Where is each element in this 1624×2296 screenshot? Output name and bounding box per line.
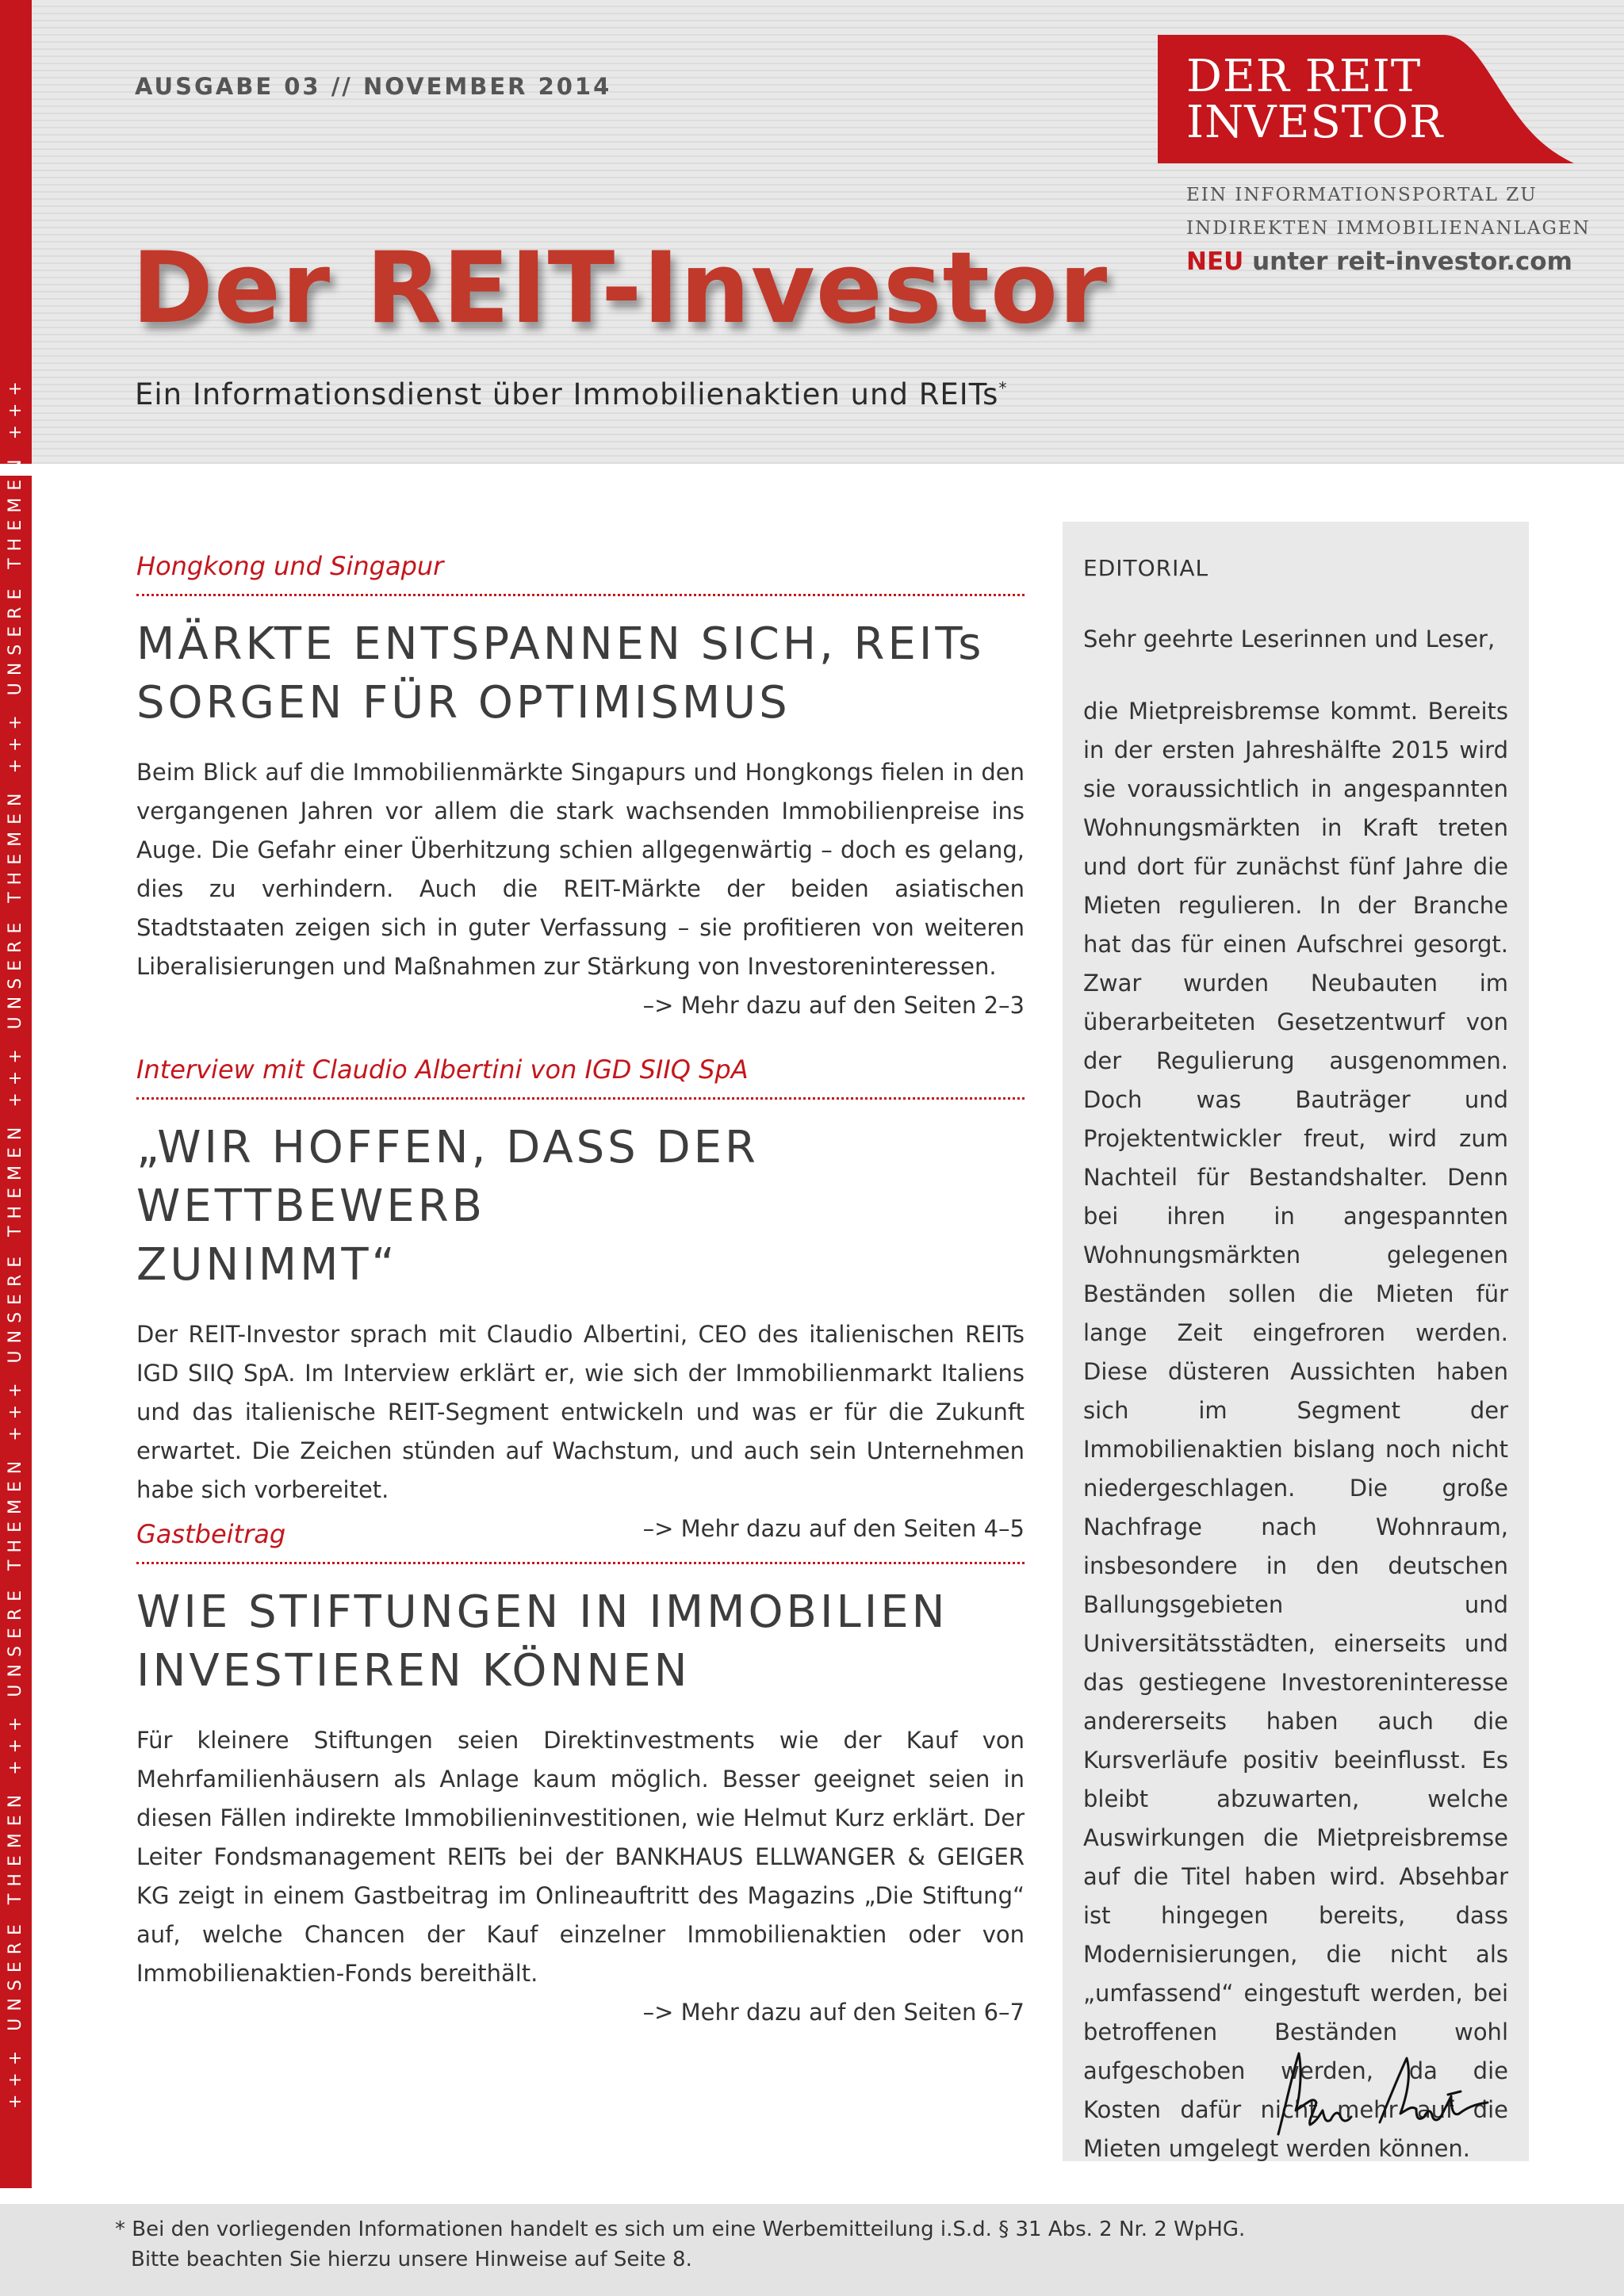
editorial-label: EDITORIAL (1083, 555, 1209, 581)
masthead (0, 0, 1624, 464)
logo-tagline (1186, 178, 1614, 245)
new-badge: NEU (1186, 247, 1244, 276)
article-headline (136, 1583, 1025, 1701)
issue-label: AUSGABE 03 // NOVEMBER 2014 (135, 73, 612, 100)
article-more-link[interactable]: –> Mehr dazu auf den Seiten 4–5 (642, 1515, 1025, 1542)
subtitle-footnote-mark: * (998, 378, 1008, 398)
article-gastbeitrag (136, 1519, 1025, 2032)
logo-tagline-line-2: INDIREKTEN IMMOBILIENANLAGEN (1186, 218, 1591, 239)
article-headline-line-2: ZUNIMMT“ (136, 1239, 398, 1291)
page-title: Der REIT-Investor (132, 232, 1109, 346)
footnote-line-2: Bitte beachten Sie hierzu unsere Hinweise auf Seite 8. (131, 2248, 692, 2271)
article-headline-line-1: „WIR HOFFEN, DASS DER WETTBEWERB (136, 1122, 759, 1232)
article-headline-line-1: MÄRKTE ENTSPANNEN SICH, REITs (136, 618, 985, 670)
article-more-link[interactable]: –> Mehr dazu auf den Seiten 2–3 (642, 992, 1025, 1019)
website-link-text: unter reit-investor.com (1243, 247, 1572, 276)
logo-line-1: DER REIT (1186, 51, 1422, 102)
article-body: Der REIT-Investor sprach mit Claudio Albertini, CEO des italienischen REITs IGD SIIQ SpA. Im Interview erklärt er, wie sich der Immobilienmarkt Italiens und das italienische REIT-Segment entwickeln und was er für die Zukunft erwartet. Die Zeichen stünden auf Wachstum, und auch sein Unternehmen habe sich vorbereitet. (136, 1321, 1025, 1503)
article-headline-line-1: WIE STIFTUNGEN IN IMMOBILIEN (136, 1586, 948, 1638)
editorial-body: die Mietpreisbremse kommt. Bereits in der ersten Jahreshälfte 2015 wird sie voraussichtlich in angespannten Wohnungsmärkten in Kraft treten und dort für zunächst fünf Jahre die Mieten regulieren. In der Branche hat das für einen Aufschrei gesorgt. Zwar wurden Neubauten im überarbeiteten Gesetzentwurf von der Regulierung ausgenommen. Doch was Bauträger und Projektentwickler freut, wird zum Nachteil für Bestandshalter. Denn bei ihren in angespannten Wohnungsmärkten gelegenen Beständen sollen die Mieten für lange Zeit eingefroren werden. Diese düsteren Aussichten haben sich im Segment der Immobilienaktien bislang noch nicht niedergeschlagen. Die große Nachfrage nach Wohnraum, insbesondere in den deutschen Ballungsgebieten und Universitätsstädten, einerseits und das gestiegene Investoreninteresse andererseits haben auch die Kursverläufe positiv beeinflusst. Es bleibt abzuwarten, welche Auswirkungen die Mietpreisbremse auf die Titel haben wird. Absehbar ist hingegen bereits, dass Modernisierungen, die nicht als „umfassend“ eingestuft werden, bei betroffenen Beständen wohl aufgeschoben werden, da die Kosten dafür nicht mehr auf die Mieten umgelegt werden können. (1083, 698, 1508, 2162)
article-kicker: Hongkong und Singapur (136, 551, 1025, 596)
article-kicker: Interview mit Claudio Albertini von IGD SIIQ SpA (136, 1054, 1025, 1100)
article-body: Beim Blick auf die Immobilienmärkte Singapurs und Hongkongs fielen in den vergangenen Jahren vor allem die stark wachsenden Immobilienpreise ins Auge. Die Gefahr einer Überhitzung schien allgegenwärtig – doch es gelang, dies zu verhindern. Auch die REIT-Märkte der beiden asiatischen Stadtstaaten zeigen sich in guter Verfassung – sie profitieren von weiteren Liberalisierungen und Maßnahmen zur Stärkung von Investoreninteressen. (136, 759, 1025, 980)
article-interview-albertini (136, 1054, 1025, 1548)
editorial-greeting: Sehr geehrte Leserinnen und Leser, (1083, 626, 1496, 652)
article-more-link[interactable]: –> Mehr dazu auf den Seiten 6–7 (642, 1999, 1025, 2026)
article-hongkong-singapur (136, 551, 1025, 1025)
article-headline (136, 1119, 1025, 1295)
reit-investor-logo (1158, 35, 1574, 163)
article-headline-line-2: INVESTIEREN KÖNNEN (136, 1645, 691, 1697)
topics-side-strip-text: +++ UNSERE THEMEN +++ UNSERE THEMEN +++ UNSERE THEMEN +++ UNSERE THEMEN +++ UNSERE THEMEN +++ (6, 374, 25, 2109)
footnote (115, 2214, 1245, 2275)
footnote-line-1: * Bei den vorliegenden Informationen handelt es sich um eine Werbemitteilung i.S.d. § 31 Abs. 2 Nr. 2 WpHG. (115, 2218, 1246, 2241)
article-kicker: Gastbeitrag (136, 1519, 1025, 1564)
signature-image (1261, 2047, 1499, 2142)
logo-line-2: INVESTOR (1186, 97, 1444, 148)
article-body: Für kleinere Stiftungen seien Direktinvestments wie der Kauf von Mehrfamilienhäusern als Anlage kaum möglich. Besser geeignet seien in diesen Fällen indirekte Immobilieninvestitionen, wie Helmut Kurz erklärt. Der Leiter Fondsmanagement REITs bei der BANKHAUS ELLWANGER & GEIGER KG zeigt in einem Gastbeitrag im Onlineauftritt des Magazins „Die Stiftung“ auf, welche Chancen der Kauf einzelner Immobilienaktien oder von Immobilienaktien-Fonds bereithält. (136, 1727, 1025, 1987)
logo-tagline-line-1: EIN INFORMATIONSPORTAL ZU (1186, 185, 1538, 205)
editorial-box (1063, 522, 1529, 2161)
subtitle-text: Ein Informationsdienst über Immobilienaktien und REITs (135, 377, 999, 411)
article-headline-line-2: SORGEN FÜR OPTIMISMUS (136, 677, 791, 729)
website-link[interactable] (1186, 247, 1572, 276)
article-headline (136, 615, 1025, 733)
page-subtitle (135, 377, 1007, 411)
logo-wordmark (1186, 51, 1444, 148)
